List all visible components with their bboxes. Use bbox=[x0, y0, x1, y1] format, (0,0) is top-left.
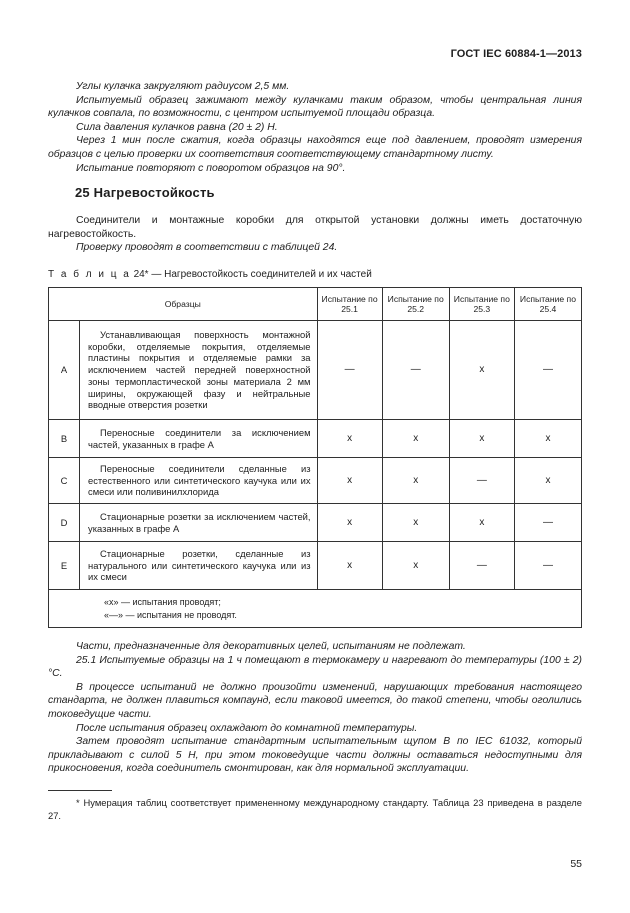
row-mark: — bbox=[317, 321, 382, 420]
table-notes bbox=[49, 590, 582, 628]
row-mark: x bbox=[514, 420, 581, 458]
row-mark: — bbox=[514, 321, 581, 420]
intro-para: Испытуемый образец зажимают между кулачками таким образом, чтобы центральная линия кулачков совпала, по возможности, с центром испытуемой площади образца. bbox=[48, 94, 582, 120]
table-row bbox=[49, 542, 582, 590]
row-mark: — bbox=[449, 542, 514, 590]
table-row bbox=[49, 458, 582, 504]
intro-text bbox=[48, 80, 582, 175]
intro-para: Испытание повторяют с поворотом образцов на 90°. bbox=[76, 162, 346, 174]
column-header-test: Испытание по 25.1 bbox=[317, 288, 382, 321]
row-mark: x bbox=[317, 458, 382, 504]
table-note: «x» — испытания проводят; bbox=[104, 597, 221, 607]
row-description: Устанавливающая поверхность монтажной коробки, отделяемые покрытия, отделяемые пластины покрытия и отделяемые рамки за исключением частей передней поверхностной зоны термопластической зоны материала 2 мм ширины, окружающей фазу и нейтральные вводные отверстия розетки bbox=[80, 321, 318, 420]
table-caption-text: — Нагревостойкость соединителей и их частей bbox=[148, 269, 372, 280]
intro-para: Через 1 мин после сжатия, когда образцы находятся еще под давлением, проводят измерения образцов с целью проверки их соответствия соответствующему стандартному листу. bbox=[48, 135, 582, 160]
row-mark: x bbox=[382, 420, 449, 458]
row-label: D bbox=[49, 504, 80, 542]
table-caption-prefix: Т а б л и ц а bbox=[48, 269, 131, 280]
document-id-header: ГОСТ IEC 60884-1—2013 bbox=[450, 48, 582, 60]
body-para: 25.1 Испытуемые образцы на 1 ч помещают в термокамеру и нагревают до температуры (100 ± 2)°С. bbox=[48, 654, 582, 680]
column-header-test: Испытание по 25.4 bbox=[514, 288, 581, 321]
body-para: После испытания образец охлаждают до комнатной температуры. bbox=[76, 722, 418, 734]
table-note: «—» — испытания не проводят. bbox=[104, 609, 237, 620]
row-mark: — bbox=[514, 542, 581, 590]
row-label: A bbox=[49, 321, 80, 420]
row-mark: — bbox=[382, 321, 449, 420]
row-mark: x bbox=[449, 504, 514, 542]
row-mark: x bbox=[382, 458, 449, 504]
row-mark: x bbox=[449, 420, 514, 458]
body-para: Затем проводят испытание стандартным испытательным щупом B по IEC 61032, который прикладывают с силой 5 Н, при этом токоведущие части должны оставаться недоступными для прикосновения, когда соединитель смонтирован, как для нормальной эксплуатации. bbox=[48, 736, 582, 775]
section-heading: 25 Нагревостойкость bbox=[75, 185, 215, 200]
table-row bbox=[49, 321, 582, 420]
table-caption-number: 24* bbox=[133, 269, 149, 280]
footnote-divider bbox=[48, 790, 112, 791]
row-mark: x bbox=[317, 504, 382, 542]
row-label: C bbox=[49, 458, 80, 504]
row-label: E bbox=[49, 542, 80, 590]
row-description: Переносные соединители за исключением частей, указанных в графе A bbox=[80, 420, 318, 458]
section-para: Соединители и монтажные коробки для открытой установки должны иметь достаточную нагревостойкость. bbox=[48, 215, 582, 240]
table-row bbox=[49, 504, 582, 542]
row-mark: x bbox=[317, 420, 382, 458]
row-mark: x bbox=[317, 542, 382, 590]
column-header-samples: Образцы bbox=[49, 288, 318, 321]
row-mark: — bbox=[514, 504, 581, 542]
section-body bbox=[48, 214, 582, 255]
row-mark: x bbox=[382, 542, 449, 590]
body-para: В процессе испытаний не должно произойти изменений, нарушающих требования настоящего стандарта, не должен плавиться компаунд, если таковой имеется, до такой степени, чтобы оголились токоведущие части. bbox=[48, 681, 582, 720]
table-row bbox=[49, 420, 582, 458]
after-table-text bbox=[48, 640, 582, 776]
heat-resistance-table bbox=[48, 287, 582, 628]
intro-para: Сила давления кулачков равна (20 ± 2) Н. bbox=[76, 121, 278, 133]
table-caption bbox=[48, 268, 372, 282]
row-description: Стационарные розетки за исключением частей, указанных в графе A bbox=[80, 504, 318, 542]
body-para: Части, предназначенные для декоративных целей, испытаниям не подлежат. bbox=[76, 641, 466, 652]
table-notes-row bbox=[49, 590, 582, 628]
intro-para: Углы кулачка закругляют радиусом 2,5 мм. bbox=[76, 81, 290, 92]
row-mark: x bbox=[514, 458, 581, 504]
column-header-test: Испытание по 25.2 bbox=[382, 288, 449, 321]
row-mark: x bbox=[449, 321, 514, 420]
row-label: B bbox=[49, 420, 80, 458]
row-description: Переносные соединители сделанные из естественного или синтетического каучука или их смеси или поливинилхлорида bbox=[80, 458, 318, 504]
row-mark: — bbox=[449, 458, 514, 504]
row-description: Стационарные розетки, сделанные из натурального или синтетического каучука или из их смеси bbox=[80, 542, 318, 590]
table-header-row bbox=[49, 288, 582, 321]
footnote: * Нумерация таблиц соответствует примененному международному стандарту. Таблица 23 приведена в разделе 27. bbox=[48, 797, 582, 821]
section-para: Проверку проводят в соответствии с таблицей 24. bbox=[76, 242, 338, 254]
page-number: 55 bbox=[570, 858, 582, 870]
column-header-test: Испытание по 25.3 bbox=[449, 288, 514, 321]
row-mark: x bbox=[382, 504, 449, 542]
